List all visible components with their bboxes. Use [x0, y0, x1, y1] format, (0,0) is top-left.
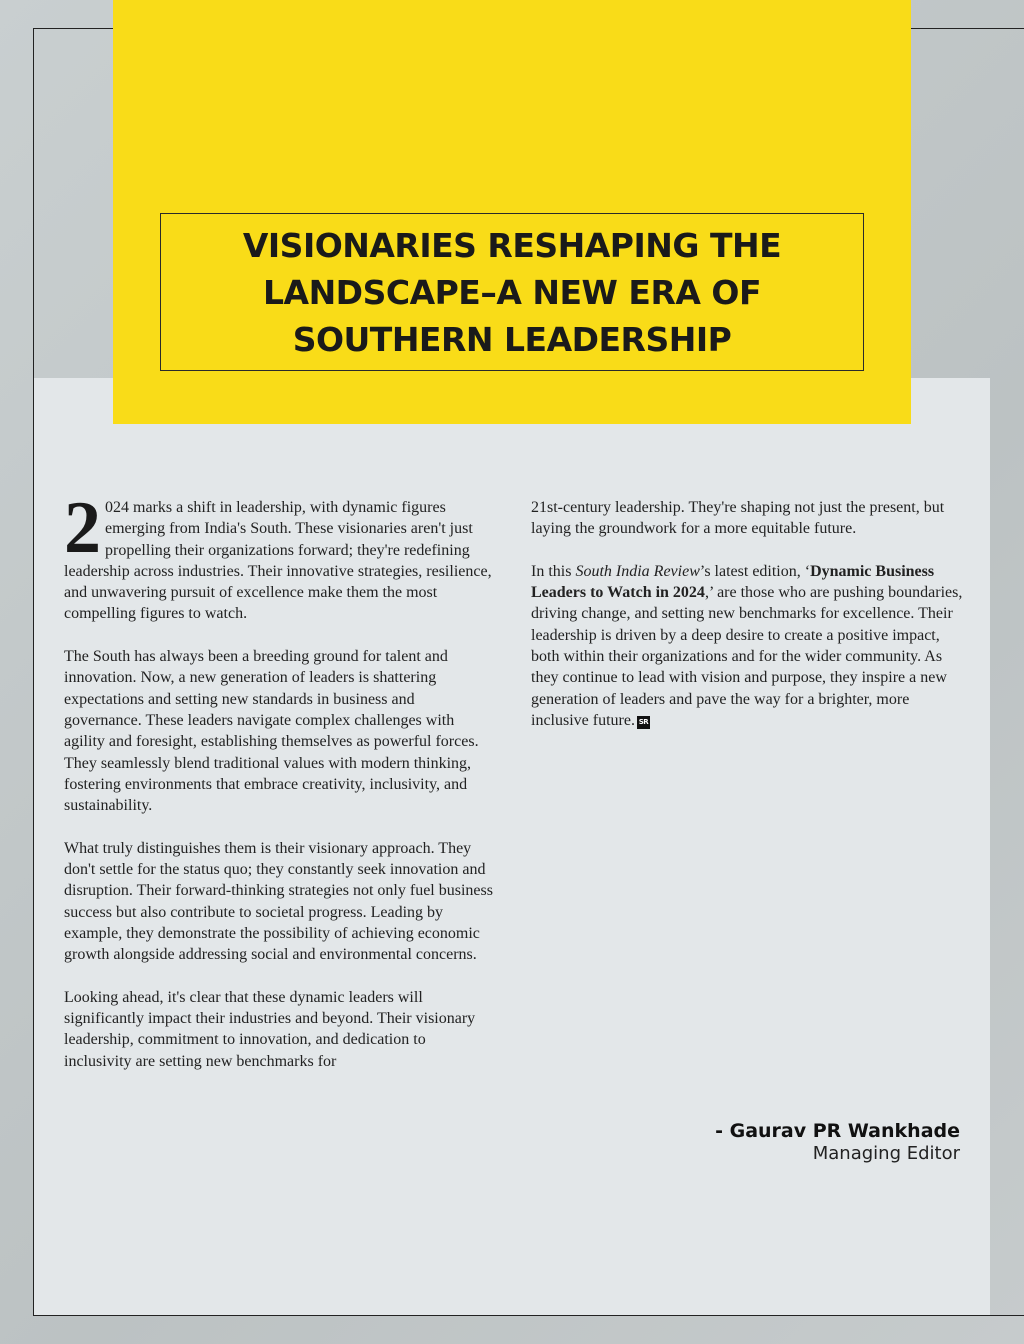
publication-name: South India Review	[575, 562, 700, 580]
paragraph-3: What truly distinguishes them is their visionary approach. They don't settle for the status quo; they constantly seek innovation and disruption. Their forward-thinking strategies not only fuel business success but also contribute to societal progress. Leading by example, they demonstrate the possibility of achieving economic growth alongside addressing social and environmental concerns.	[64, 839, 493, 964]
signature-block	[715, 1119, 960, 1165]
page-title: VISIONARIES RESHAPING THE LANDSCAPE–A NEW ERA OF SOUTHERN LEADERSHIP	[242, 225, 782, 359]
paragraph-6-intro: In this	[531, 562, 576, 580]
paragraph-6-rest: ,’ are those who are pushing boundaries, driving change, and setting new benchmarks for excellence. Their leadership is driven by a deep desire to create a positive impact, both within their organizations and for the wider community. As they continue to lead with vision and purpose, they inspire a new generation of leaders and pave the way for a brighter, more inclusive future.	[531, 584, 963, 729]
edition-title: Dynamic Business Leaders to Watch in 2024	[531, 562, 935, 602]
paragraph-2: The South has always been a breeding ground for talent and innovation. Now, a new generation of leaders is shattering expectations and setting new standards in business and governance. These leaders navigate complex challenges with agility and foresight, establishing themselves as powerful forces. They seamlessly blend traditional values with modern thinking, fostering environments that embrace creativity, inclusivity, and sustainability.	[64, 648, 479, 815]
author-name: - Gaurav PR Wankhade	[715, 1120, 960, 1142]
left-column	[64, 487, 494, 1093]
end-mark-logo-icon: SR	[637, 716, 650, 729]
paragraph-5: 21st-century leadership. They're shaping not just the present, but laying the groundwork for a more equitable future.	[531, 499, 945, 538]
paragraph-6	[531, 561, 963, 731]
paragraph-1	[64, 487, 494, 625]
drop-cap: 2	[64, 487, 101, 569]
paragraph-6-mid: ’s latest edition, ‘	[699, 562, 811, 580]
paragraph-4: Looking ahead, it's clear that these dynamic leaders will significantly impact their industries and beyond. Their visionary leadership, commitment to innovation, and dedication to inclusivity are setting new benchmarks for	[64, 988, 476, 1070]
title-box	[160, 213, 864, 371]
author-role: Managing Editor	[812, 1143, 960, 1164]
right-column	[531, 497, 963, 753]
paragraph-1-text: 024 marks a shift in leadership, with dynamic figures emerging from India's South. These visionaries aren't just propelling their organizations forward; they're redefining leadership across industries. Their innovative strategies, resilience, and unwavering pursuit of excellence make them the most compelling figures to watch.	[64, 499, 492, 623]
